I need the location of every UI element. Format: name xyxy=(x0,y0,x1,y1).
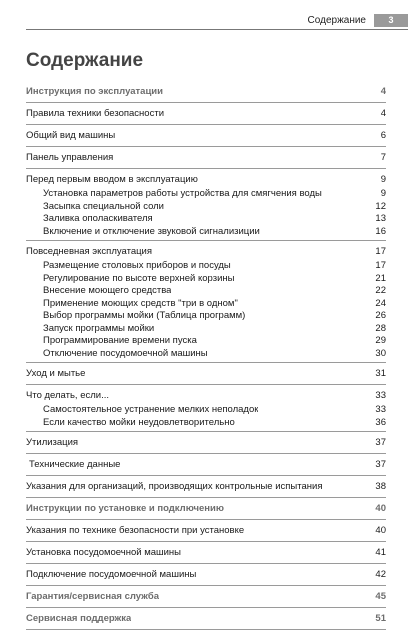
toc-subentry[interactable] xyxy=(26,188,386,201)
toc-subentry[interactable] xyxy=(26,201,386,214)
toc-subentry[interactable] xyxy=(26,310,386,323)
toc-entry-page: 45 xyxy=(375,591,386,602)
toc-entry-page: 31 xyxy=(375,368,386,379)
toc-subentry[interactable] xyxy=(26,226,386,239)
toc-entry-label: Перед первым вводом в эксплуатацию xyxy=(26,174,198,185)
toc-entry-page: 33 xyxy=(375,390,386,401)
toc-entry-label: Установка параметров работы устройства для смягчения воды xyxy=(43,188,322,199)
toc-entry-page: 40 xyxy=(375,503,386,514)
toc-entry-page: 37 xyxy=(375,437,386,448)
toc-entry-label: Общий вид машины xyxy=(26,130,116,141)
toc-part-heading[interactable] xyxy=(26,499,386,520)
toc-subentry[interactable] xyxy=(26,285,386,298)
toc-entry-page: 16 xyxy=(375,225,386,237)
toc-entry-page: 21 xyxy=(375,272,386,284)
toc-entry-page: 24 xyxy=(375,297,386,309)
toc-entry-page: 41 xyxy=(375,547,386,558)
page-header xyxy=(308,14,408,27)
toc-entry-page: 12 xyxy=(375,200,386,212)
toc-entry[interactable] xyxy=(26,104,386,125)
toc-entry-label: Указания по технике безопасности при установке xyxy=(26,525,245,536)
toc-entry-label: Заливка ополаскивателя xyxy=(43,213,153,224)
toc-entry-page: 37 xyxy=(375,459,386,470)
toc-entry[interactable] xyxy=(26,543,386,564)
toc-entry-page: 4 xyxy=(380,108,386,119)
toc-subentry[interactable] xyxy=(26,298,386,311)
toc-entry[interactable] xyxy=(26,126,386,147)
toc-subentries xyxy=(26,259,386,363)
toc-entry-label: Сервисная поддержка xyxy=(26,613,132,624)
toc-entry[interactable] xyxy=(26,170,386,187)
toc-entry-page: 36 xyxy=(375,416,386,428)
toc-entry-page: 4 xyxy=(380,86,386,97)
toc-part-heading[interactable] xyxy=(26,609,386,630)
toc-entry-label: Регулирование по высоте верхней корзины xyxy=(43,272,235,284)
table-of-contents xyxy=(26,82,386,631)
toc-subentry[interactable] xyxy=(26,417,386,430)
toc-entry-page: 33 xyxy=(375,404,386,415)
header-title: Содержание xyxy=(307,15,366,26)
toc-entry-label: Отключение посудомоечной машины xyxy=(43,347,208,359)
toc-entry[interactable] xyxy=(26,242,386,259)
toc-entry[interactable] xyxy=(26,565,386,586)
toc-entry-page: 7 xyxy=(380,152,386,163)
toc-entry-label: Подключение посудомоечной машины xyxy=(26,569,197,580)
toc-entry-page: 13 xyxy=(375,213,386,224)
toc-entry-label: Размещение столовых приборов и посуды xyxy=(43,260,231,271)
toc-entry-page: 30 xyxy=(375,347,386,359)
toc-entry[interactable] xyxy=(26,386,386,403)
toc-entry-page: 40 xyxy=(375,525,386,536)
toc-subentries xyxy=(26,403,386,432)
toc-entry-label: Инструкция по эксплуатации xyxy=(26,86,163,97)
toc-entry-page: 22 xyxy=(375,285,386,296)
toc-entry-page: 17 xyxy=(375,246,386,257)
toc-entry-label: Выбор программы мойки (Таблица программ) xyxy=(43,310,246,321)
toc-subentry[interactable] xyxy=(26,335,386,348)
toc-entry-label: Засыпка специальной соли xyxy=(43,200,164,212)
toc-entry-page: 26 xyxy=(375,310,386,321)
toc-entry-label: Панель управления xyxy=(26,152,114,163)
toc-entry-label: Правила техники безопасности xyxy=(26,108,164,119)
toc-entry-page: 29 xyxy=(375,335,386,346)
toc-entry-label: Инструкции по установке и подключению xyxy=(26,503,224,514)
toc-entry[interactable] xyxy=(26,455,386,476)
toc-entry-label: Что делать, если... xyxy=(26,390,110,401)
toc-entry-label: Включение и отключение звуковой сигнализиции xyxy=(43,225,260,237)
toc-entry-page: 6 xyxy=(380,130,386,141)
toc-entry-page: 51 xyxy=(375,613,386,624)
toc-entry-label: Программирование времени пуска xyxy=(43,335,197,346)
toc-subentry[interactable] xyxy=(26,273,386,286)
toc-entry[interactable] xyxy=(26,521,386,542)
toc-entry-label: Запуск программы мойки xyxy=(43,322,155,334)
toc-subentry[interactable] xyxy=(26,323,386,336)
toc-entry-label: Гарантия/сервисная служба xyxy=(26,591,160,602)
toc-entry-page: 38 xyxy=(375,481,386,492)
toc-entry-label: Указания для организаций, производящих контрольные испытания xyxy=(26,481,323,492)
toc-entry-page: 17 xyxy=(375,260,386,271)
toc-entry-label: Уход и мытье xyxy=(26,368,86,379)
toc-entry-label: Самостоятельное устранение мелких неполадок xyxy=(43,404,259,415)
toc-subentry[interactable] xyxy=(26,348,386,361)
toc-entry-page: 28 xyxy=(375,322,386,334)
page-title: Содержание xyxy=(26,50,144,71)
toc-part-heading[interactable] xyxy=(26,82,386,103)
toc-entry-label: Установка посудомоечной машины xyxy=(26,547,182,558)
toc-entry[interactable] xyxy=(26,477,386,498)
toc-entry-label: Технические данные xyxy=(29,459,121,470)
toc-subentry[interactable] xyxy=(26,213,386,226)
toc-subentry[interactable] xyxy=(26,260,386,273)
toc-entry-label: Внесение моющего средства xyxy=(43,285,172,296)
toc-subentries xyxy=(26,187,386,241)
toc-entry[interactable] xyxy=(26,148,386,169)
toc-entry-label: Применение моющих средств "три в одном" xyxy=(43,297,238,309)
page-number-badge: 3 xyxy=(374,14,408,27)
toc-entry-label: Утилизация xyxy=(26,437,79,448)
toc-entry-page: 9 xyxy=(380,174,386,185)
toc-entry-label: Если качество мойки неудовлетворительно xyxy=(43,416,235,428)
toc-entry[interactable] xyxy=(26,433,386,454)
toc-part-heading[interactable] xyxy=(26,587,386,608)
toc-entry[interactable] xyxy=(26,364,386,385)
header-divider xyxy=(26,29,408,30)
toc-subentry[interactable] xyxy=(26,404,386,417)
toc-entry-page: 42 xyxy=(375,569,386,580)
toc-entry-label: Повседневная эксплуатация xyxy=(26,246,152,257)
toc-entry-page: 9 xyxy=(380,188,386,199)
